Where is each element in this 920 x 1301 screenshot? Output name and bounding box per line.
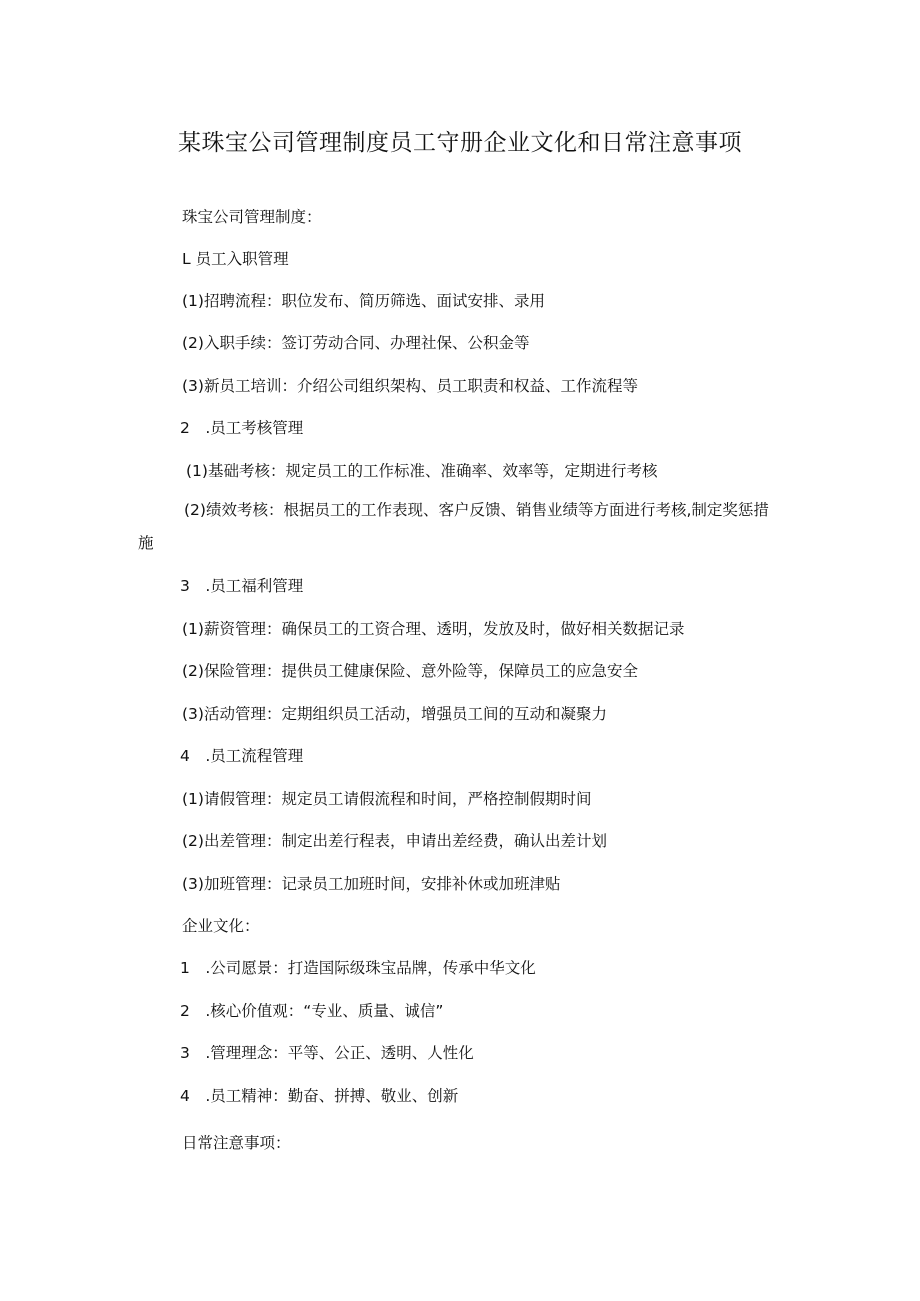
- item-heading-process: 4 .员工流程管理: [180, 747, 304, 765]
- culture-item: 1 .公司愿景：打造国际级珠宝品牌，传承中华文化: [180, 959, 536, 977]
- sub-item: (2)出差管理：制定出差行程表，申请出差经费，确认出差计划: [182, 832, 607, 850]
- culture-item: 4 .员工精神：勤奋、拼搏、敬业、创新: [180, 1087, 459, 1105]
- sub-item: (2)保险管理：提供员工健康保险、意外险等，保障员工的应急安全: [182, 662, 638, 680]
- section-heading-notes: 日常注意事项：: [182, 1134, 291, 1152]
- sub-item-wrapped: (2)绩效考核：根据员工的工作表现、客户反馈、销售业绩等方面进行考核,制定奖惩措施: [138, 501, 769, 552]
- sub-item: (3)加班管理：记录员工加班时间，安排补休或加班津贴: [182, 875, 561, 893]
- document-title: 某珠宝公司管理制度员工守册企业文化和日常注意事项: [178, 130, 742, 156]
- sub-item: (3)活动管理：定期组织员工活动，增强员工间的互动和凝聚力: [182, 705, 607, 723]
- sub-item: (1)请假管理：规定员工请假流程和时间，严格控制假期时间: [182, 790, 592, 808]
- sub-item: (1)基础考核：规定员工的工作标准、准确率、效率等，定期进行考核: [186, 462, 658, 480]
- sub-item: (1)薪资管理：确保员工的工资合理、透明，发放及时，做好相关数据记录: [182, 620, 685, 638]
- item-heading-onboarding: L 员工入职管理: [182, 250, 289, 268]
- culture-item: 2 .核心价值观：“专业、质量、诚信”: [180, 1002, 444, 1020]
- culture-item: 3 .管理理念：平等、公正、透明、人性化: [180, 1044, 474, 1062]
- sub-item: (1)招聘流程：职位发布、简历筛选、面试安排、录用: [182, 292, 545, 310]
- section-heading-culture: 企业文化：: [182, 917, 260, 935]
- item-heading-assessment: 2 .员工考核管理: [180, 419, 304, 437]
- sub-item: (3)新员工培训：介绍公司组织架构、员工职责和权益、工作流程等: [182, 377, 638, 395]
- section-heading-management: 珠宝公司管理制度：: [182, 208, 322, 226]
- sub-item: (2)入职手续：签订劳动合同、办理社保、公积金等: [182, 334, 530, 352]
- item-heading-welfare: 3 .员工福利管理: [180, 577, 304, 595]
